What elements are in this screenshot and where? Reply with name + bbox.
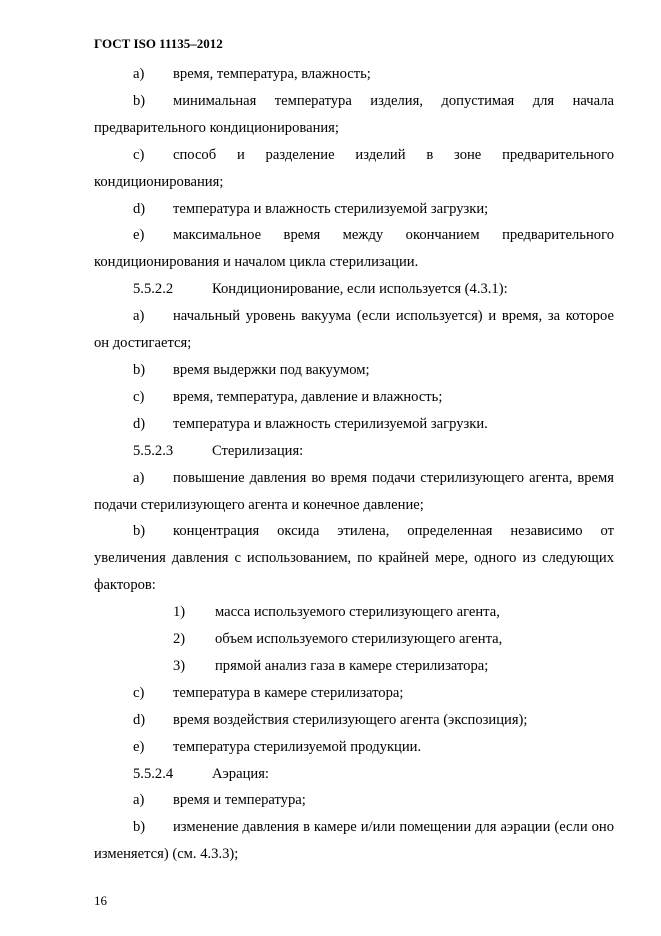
item-label: b) <box>133 819 146 836</box>
item-label: 1) <box>173 604 186 621</box>
item-label: c) <box>133 684 145 701</box>
section-title: Стерилизация: <box>212 442 304 459</box>
list-item <box>94 518 614 599</box>
item-label: a) <box>133 792 145 809</box>
item-label: 2) <box>173 631 186 648</box>
item-text: максимальное время между окончанием предварительного кондиционирования и началом цикла стерилизации. <box>94 227 614 271</box>
sub-list-item <box>94 653 614 680</box>
list-item <box>94 61 614 88</box>
sub-list-item <box>94 599 614 626</box>
item-label: e) <box>133 227 145 244</box>
list-item <box>94 707 614 734</box>
item-label: b) <box>133 92 146 109</box>
section-title: Кондиционирование, если используется (4.3.1): <box>212 281 508 298</box>
list-item <box>94 303 614 357</box>
section-heading <box>94 761 614 788</box>
section-title: Аэрация: <box>212 765 269 782</box>
list-item <box>94 787 614 814</box>
item-label: b) <box>133 523 146 540</box>
item-text: температура и влажность стерилизуемой загрузки; <box>173 200 489 217</box>
list-item <box>94 384 614 411</box>
item-text: прямой анализ газа в камере стерилизатора; <box>215 657 489 674</box>
section-number: 5.5.2.2 <box>133 281 174 298</box>
item-text: минимальная температура изделия, допустимая для начала предварительного кондиционирования; <box>94 92 614 136</box>
sub-list-item <box>94 626 614 653</box>
item-label: c) <box>133 388 145 405</box>
list-item <box>94 88 614 142</box>
list-item <box>94 814 614 868</box>
item-text: способ и разделение изделий в зоне предварительного кондиционирования; <box>94 146 614 190</box>
item-label: d) <box>133 711 146 728</box>
document-body <box>94 61 614 868</box>
list-item <box>94 357 614 384</box>
list-item <box>94 680 614 707</box>
item-text: масса используемого стерилизующего агента, <box>215 604 500 621</box>
list-item <box>94 465 614 519</box>
item-text: начальный уровень вакуума (если используется) и время, за которое он достигается; <box>94 308 614 352</box>
list-item <box>94 142 614 196</box>
document-header: ГОСТ ISO 11135–2012 <box>94 36 223 51</box>
item-text: время выдержки под вакуумом; <box>173 361 370 378</box>
item-text: объем используемого стерилизующего агента, <box>215 631 503 648</box>
section-heading <box>94 438 614 465</box>
item-label: d) <box>133 415 146 432</box>
item-text: время, температура, влажность; <box>173 66 371 82</box>
item-text: температура и влажность стерилизуемой загрузки. <box>173 415 488 432</box>
item-text: время и температура; <box>173 792 306 809</box>
section-number: 5.5.2.3 <box>133 442 174 459</box>
item-label: e) <box>133 738 145 755</box>
item-label: d) <box>133 200 146 217</box>
section-number: 5.5.2.4 <box>133 765 174 782</box>
item-label: a) <box>133 308 145 325</box>
item-label: a) <box>133 469 145 486</box>
item-text: температура в камере стерилизатора; <box>173 684 404 701</box>
item-text: изменение давления в камере и/или помещении для аэрации (если оно изменяется) (см. 4.3.3); <box>94 819 614 863</box>
list-item <box>94 196 614 223</box>
item-text: время, температура, давление и влажность; <box>173 388 443 405</box>
item-text: температура стерилизуемой продукции. <box>173 738 422 755</box>
list-item <box>94 734 614 761</box>
item-label: c) <box>133 146 145 163</box>
page-number: 16 <box>94 893 107 908</box>
item-label: 3) <box>173 657 186 674</box>
list-item <box>94 222 614 276</box>
item-text: концентрация оксида этилена, определенная независимо от увеличения давления с использованием, по крайней мере, одного из следующих факторов: <box>94 523 614 594</box>
item-label: a) <box>133 66 145 82</box>
section-heading <box>94 276 614 303</box>
item-label: b) <box>133 361 146 378</box>
item-text: повышение давления во время подачи стерилизующего агента, время подачи стерилизующего агента и конечное давление; <box>94 469 614 513</box>
list-item <box>94 411 614 438</box>
item-text: время воздействия стерилизующего агента (экспозиция); <box>173 711 528 728</box>
